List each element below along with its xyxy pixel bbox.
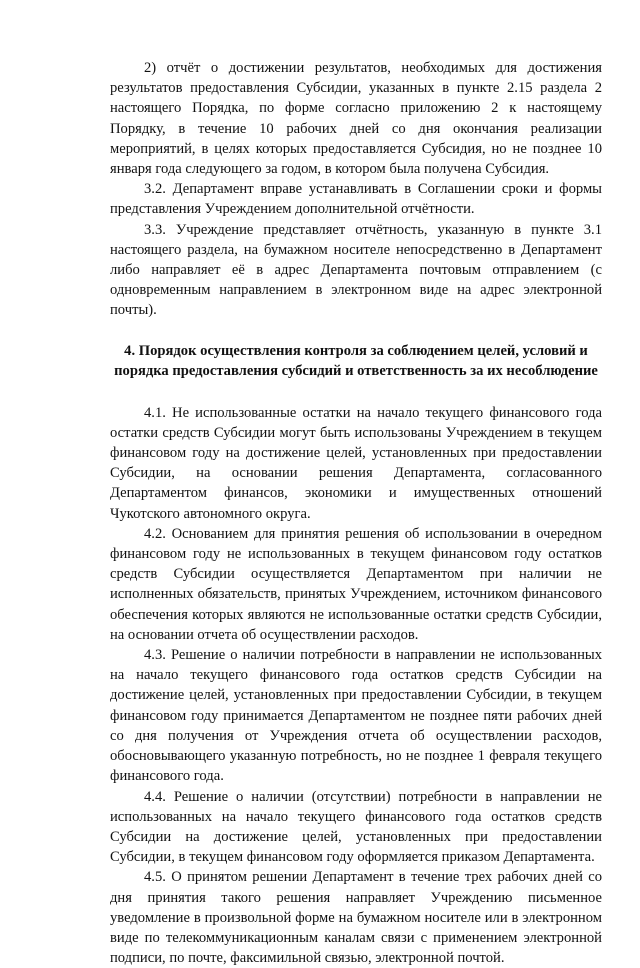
- paragraph-3-2: 3.2. Департамент вправе устанавливать в Соглашении сроки и формы представления Учреждением дополнительной отчётности.: [110, 181, 602, 218]
- paragraph-4-3: 4.3. Решение о наличии потребности в направлении не использованных на начало текущего финансового года остатков средств Субсидии на достижение целей, установленных при предоставлении Субсидии, в текущем финансовом году принимается Департаментом не позднее пяти рабочих дней со дня получения от Учреждения отчета об осуществлении расходов, обосновывающего указанную потребность, но не позднее 1 февраля текущего финансового года.: [110, 647, 602, 785]
- paragraph-4-5: 4.5. О принятом решении Департамент в течение трех рабочих дней со дня принятия такого решения направляет Учреждению письменное уведомление в произвольной форме на бумажном носителе или в электронном виде по телекоммуникационным каналам связи с применением электронной подписи, по почте, факсимильной связью, электронной почтой.: [110, 869, 602, 967]
- paragraph-3-3: 3.3. Учреждение представляет отчётность, указанную в пункте 3.1 настоящего раздела, на бумажном носителе непосредственно в Департамент либо направляет её в адрес Департамента почтовым отправлением (с одновременным направлением в электронном виде на адрес электронной почты).: [110, 221, 602, 319]
- section-4-heading: 4. Порядок осуществления контроля за соблюдением целей, условий и порядка предоставления субсидий и ответственность за их несоблюдение: [114, 342, 598, 379]
- paragraph-4-4: 4.4. Решение о наличии (отсутствии) потребности в направлении не использованных на начало текущего финансового года остатков средств Субсидии на достижение целей, установленных при предоставлении Субсидии, в текущем финансовом году оформляется приказом Департамента.: [110, 788, 602, 866]
- paragraph-4-2: 4.2. Основанием для принятия решения об использовании в очередном финансовом году не использованных в текущем финансовом году остатков средств Субсидии осуществляется Департаментом при наличии не исполненных обязательств, принятых Учреждением, источником финансового обеспечения которых являются не использованные остатки средств Субсидии, на основании отчета об осуществлении расходов.: [110, 525, 602, 643]
- paragraph-report-results: 2) отчёт о достижении результатов, необходимых для достижения результатов предоставления Субсидии, указанных в пункте 2.15 раздела 2 настоящего Порядка, по форме согласно приложению 2 к настоящему Порядку, в течение 10 рабочих дней со дня окончания реализации мероприятий, в целях которых предоставляется Субсидия, но не позднее 10 января года следующего за годом, в котором была получена Субсидия.: [110, 60, 602, 178]
- paragraph-4-1: 4.1. Не использованные остатки на начало текущего финансового года остатки средств Субсидии могут быть использованы Учреждением в текущем финансовом году на достижение целей, установленных при предоставлении Субсидии, на основании решения Департамента, согласованного Департаментом финансов, экономики и имущественных отношений Чукотского автономного округа.: [110, 404, 602, 522]
- document-page: [110, 58, 602, 968]
